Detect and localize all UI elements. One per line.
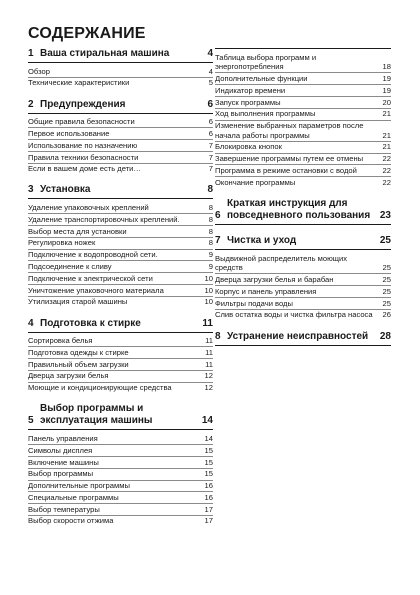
- toc-entry-page: 11: [205, 347, 213, 357]
- toc-entry[interactable]: [28, 503, 213, 515]
- toc-entry-page: 6: [208, 117, 213, 127]
- toc-entry-text: Блокировка кнопок: [215, 142, 282, 152]
- toc-entry[interactable]: [28, 433, 213, 444]
- toc-entry-text: Моющие и кондиционирующие средства: [28, 383, 172, 393]
- toc-entry-text: Подсоединение к сливу: [28, 261, 112, 271]
- toc-entry-text: Дверца загрузки белья: [28, 371, 109, 381]
- toc-entry-page: 8: [208, 238, 213, 248]
- toc-section-continued: [215, 48, 391, 188]
- toc-entry-page: 16: [204, 492, 213, 502]
- toc-entry-text: Дополнительные программы: [28, 481, 130, 491]
- section-page: 11: [202, 317, 213, 329]
- toc-entry-text: Технические характеристики: [28, 78, 130, 88]
- section-heading[interactable]: [28, 403, 213, 430]
- section-number: 8: [215, 330, 221, 342]
- toc-entry-text: Окончание программы: [215, 177, 296, 187]
- toc-entry[interactable]: [215, 164, 391, 176]
- section-heading[interactable]: [28, 99, 213, 114]
- toc-entry[interactable]: [215, 297, 391, 309]
- toc-entry-text: Индикатор времени: [215, 85, 286, 95]
- section-number: 2: [28, 98, 34, 110]
- toc-entry-text: Регулировка ножек: [28, 238, 96, 248]
- toc-entry[interactable]: [28, 382, 213, 394]
- toc-entry-text: Утилизация старой машины: [28, 297, 128, 307]
- toc-entry[interactable]: [28, 151, 213, 163]
- toc-entry-text: Фильтры подачи воды: [215, 298, 293, 308]
- toc-entry-text: Запуск программы: [215, 97, 281, 107]
- toc-entry-page: 21: [382, 142, 391, 152]
- toc-entry-page: 12: [204, 371, 213, 381]
- toc-entry-text: Дополнительные функции: [215, 73, 308, 83]
- section-heading[interactable]: [215, 235, 391, 250]
- toc-entry-text: Уничтожение упаковочного материала: [28, 285, 164, 295]
- toc-entry[interactable]: [215, 141, 391, 153]
- toc-entry-text: Слив остатка воды и чистка фильтра насоса: [215, 310, 373, 320]
- toc-entry-page: 15: [204, 457, 213, 467]
- toc-entry[interactable]: [28, 358, 213, 370]
- toc-entry-text: Общие правила безопасности: [28, 117, 135, 127]
- toc-entry-text: Символы дисплея: [28, 445, 93, 455]
- section-page: 8: [207, 184, 213, 196]
- toc-entry[interactable]: [215, 72, 391, 84]
- toc-entry-text: Подготовка одежды к стирке: [28, 347, 129, 357]
- section-title: Выбор программы и эксплуатация машины: [40, 403, 153, 427]
- toc-entry-page: 9: [208, 261, 213, 271]
- toc-entry-page: 10: [204, 285, 213, 295]
- toc-entry-text: Выбор программы: [28, 469, 94, 479]
- toc-entry[interactable]: [28, 284, 213, 296]
- section-title: Краткая инструкция для повседневного пользования: [227, 198, 371, 221]
- toc-entry-page: 7: [208, 140, 213, 150]
- toc-entry[interactable]: [28, 225, 213, 237]
- section-page: 4: [207, 48, 213, 59]
- toc-entry[interactable]: [28, 127, 213, 139]
- section-title: Устранение неисправностей: [227, 330, 369, 342]
- toc-entry-page: 21: [382, 109, 391, 119]
- section-number: 1: [28, 48, 34, 59]
- toc-entry[interactable]: [215, 120, 391, 141]
- toc-entry-page: 8: [208, 226, 213, 236]
- toc-section: [28, 184, 213, 307]
- toc-entry-page: 14: [204, 434, 213, 443]
- toc-entry-text: Включение машины: [28, 457, 99, 467]
- section-title: Подготовка к стирке: [40, 317, 141, 329]
- toc-entry-page: 21: [382, 130, 391, 140]
- toc-entry[interactable]: [215, 176, 391, 188]
- toc-entry-page: 10: [204, 297, 213, 307]
- toc-entry[interactable]: [215, 108, 391, 120]
- toc-entry-text: Панель управления: [28, 434, 98, 443]
- section-heading[interactable]: [215, 198, 391, 225]
- toc-entry-text: Удаление упаковочных креплений: [28, 203, 149, 213]
- toc-entry-text: Сортировка белья: [28, 336, 93, 346]
- toc-entry[interactable]: [28, 296, 213, 308]
- toc-entry-text: Таблица выбора программ и энергопотребления: [215, 52, 317, 72]
- toc-entry-page: 22: [382, 177, 391, 187]
- toc-entry[interactable]: [28, 117, 213, 128]
- toc-entry[interactable]: [28, 456, 213, 468]
- section-number: 3: [28, 184, 34, 196]
- page-title: СОДЕРЖАНИЕ: [28, 25, 146, 42]
- section-title: Установка: [40, 184, 91, 196]
- toc-entry-text: Правила техники безопасности: [28, 152, 139, 162]
- toc-entry[interactable]: [28, 163, 213, 175]
- toc-entry-page: 17: [204, 504, 213, 514]
- toc-entry-text: Ход выполнения программы: [215, 109, 316, 119]
- toc-section: [28, 99, 213, 175]
- toc-entry[interactable]: [28, 346, 213, 358]
- toc-right-column: [215, 48, 391, 356]
- toc-entry[interactable]: [28, 272, 213, 284]
- toc-entry[interactable]: [28, 515, 213, 527]
- toc-entry[interactable]: [28, 468, 213, 480]
- toc-entry-page: 4: [208, 66, 213, 76]
- toc-entry[interactable]: [28, 139, 213, 151]
- toc-entry[interactable]: [215, 84, 391, 96]
- toc-entry[interactable]: [215, 309, 391, 321]
- toc-entry-page: 22: [382, 154, 391, 164]
- section-heading[interactable]: [28, 48, 213, 63]
- toc-entry-text: Подключение к водопроводной сети.: [28, 250, 158, 260]
- toc-entry-page: 19: [382, 85, 391, 95]
- toc-entry[interactable]: [28, 480, 213, 492]
- section-number: 7: [215, 235, 221, 246]
- section-heading[interactable]: [215, 331, 391, 346]
- toc-entry[interactable]: [28, 66, 213, 77]
- toc-entry[interactable]: [215, 96, 391, 108]
- section-title: Ваша стиральная машина: [40, 48, 170, 59]
- toc-entry-text: Выдвижной распределитель моющих средств: [215, 253, 348, 273]
- toc-entry-text: Выбор температуры: [28, 504, 100, 514]
- toc-entry[interactable]: [215, 253, 391, 273]
- toc-entry[interactable]: [215, 52, 391, 72]
- toc-entry-page: 18: [382, 62, 391, 72]
- toc-entry-page: 15: [204, 445, 213, 455]
- toc-entry-text: Подключение к электрической сети: [28, 273, 153, 283]
- toc-entry-page: 25: [382, 286, 391, 296]
- toc-entry[interactable]: [215, 285, 391, 297]
- section-page: 14: [201, 415, 213, 427]
- toc-entry-page: 7: [208, 152, 213, 162]
- toc-entry-text: Правильный объем загрузки: [28, 359, 129, 369]
- toc-entry-text: Первое использование: [28, 128, 110, 138]
- toc-entry-page: 15: [204, 469, 213, 479]
- toc-left-column: [28, 48, 213, 537]
- toc-entry-text: Корпус и панель управления: [215, 286, 317, 296]
- section-page: 25: [379, 235, 391, 246]
- toc-entry[interactable]: [28, 77, 213, 89]
- toc-entry-page: 11: [205, 336, 213, 346]
- toc-entry[interactable]: [28, 213, 213, 225]
- toc-entry-page: 22: [382, 166, 391, 176]
- toc-entry-text: Выбор места для установки: [28, 226, 127, 236]
- toc-entry-text: Обзор: [28, 66, 50, 76]
- toc-entry-page: 25: [382, 274, 391, 284]
- section-title: Чистка и уход: [227, 235, 297, 246]
- toc-entry[interactable]: [28, 491, 213, 503]
- section-title: Предупреждения: [40, 98, 126, 110]
- toc-section: [28, 403, 213, 526]
- toc-entry-page: 6: [208, 128, 213, 138]
- toc-entry[interactable]: [28, 249, 213, 261]
- toc-section: [215, 235, 391, 321]
- toc-entry-text: Завершение программы путем ее отмены: [215, 154, 364, 164]
- section-page: 6: [207, 98, 213, 110]
- section-page: 28: [379, 330, 391, 342]
- toc-entry-page: 20: [382, 97, 391, 107]
- toc-entry[interactable]: [215, 153, 391, 165]
- toc-entry-page: 17: [204, 516, 213, 526]
- toc-entry[interactable]: [28, 260, 213, 272]
- toc-entry-page: 7: [208, 164, 213, 174]
- toc-entry-page: 25: [382, 298, 391, 308]
- toc-entry-text: Использование по назначению: [28, 140, 138, 150]
- toc-section: [215, 198, 391, 225]
- toc-entry-page: 16: [204, 481, 213, 491]
- section-page: 23: [379, 210, 391, 221]
- toc-entry-text: Дверца загрузки белья и барабан: [215, 274, 334, 284]
- toc-entry-page: 19: [382, 73, 391, 83]
- toc-entry[interactable]: [28, 444, 213, 456]
- toc-entry-text: Удаление транспортировочных креплений.: [28, 214, 180, 224]
- toc-entry-page: 9: [208, 250, 213, 260]
- toc-section: [215, 331, 391, 346]
- toc-entry-page: 26: [382, 310, 391, 320]
- section-heading[interactable]: [28, 318, 213, 333]
- toc-entry-text: Изменение выбранных параметров после начала работы программы: [215, 121, 364, 140]
- section-number: 4: [28, 317, 34, 329]
- toc-entry-text: Если в вашем доме есть дети…: [28, 164, 142, 174]
- toc-entry-page: 8: [208, 203, 213, 213]
- toc-entry-page: 11: [205, 359, 213, 369]
- toc-entry-text: Программа в режиме остановки с водой: [215, 166, 357, 176]
- toc-entry-text: Выбор скорости отжима: [28, 516, 114, 526]
- toc-entry[interactable]: [28, 237, 213, 249]
- toc-entry-page: 12: [204, 383, 213, 393]
- toc-section: [28, 48, 213, 89]
- toc-entry[interactable]: [28, 202, 213, 213]
- toc-entry-page: 10: [204, 273, 213, 283]
- toc-entry[interactable]: [28, 370, 213, 382]
- toc-entry-page: 8: [208, 214, 213, 224]
- toc-entry-page: 25: [382, 263, 391, 273]
- toc-section: [28, 318, 213, 394]
- toc-entry-page: 5: [208, 78, 213, 88]
- toc-entry[interactable]: [215, 273, 391, 285]
- section-number: 5: [28, 415, 34, 427]
- section-heading[interactable]: [28, 184, 213, 199]
- toc-entry-text: Специальные программы: [28, 492, 119, 502]
- section-number: 6: [215, 210, 221, 221]
- toc-entry[interactable]: [28, 336, 213, 347]
